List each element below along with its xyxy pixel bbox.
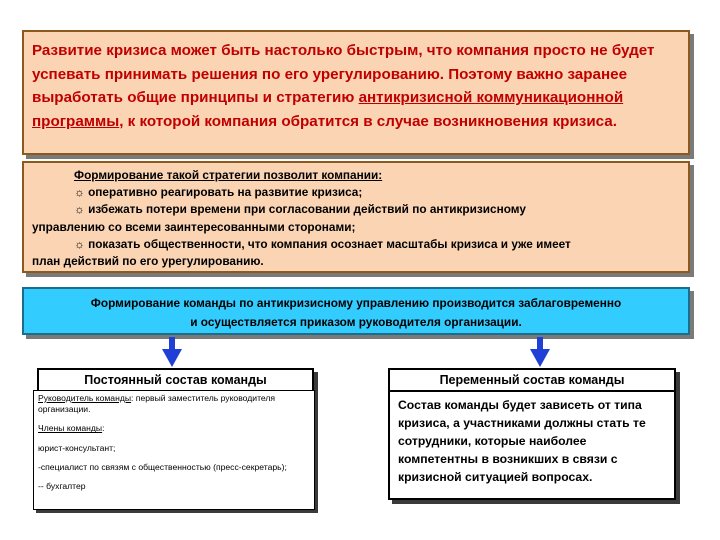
strategy-heading: Формирование такой стратегии позволит компании: [74, 168, 383, 182]
leader-text: : первый заместитель руководителя организации. [38, 393, 276, 415]
members-heading: Члены команды: [38, 423, 105, 434]
intro-box [22, 30, 690, 155]
leader-line [38, 393, 310, 415]
arrow-down-left-icon [162, 337, 182, 367]
permanent-team-body [33, 390, 315, 510]
strategy-box [22, 161, 690, 273]
intro-text-end: , к которой компания обратится в случае возникновения кризиса. [119, 112, 617, 130]
member-item: юрист-консультант; [38, 442, 116, 453]
temporary-team-header: Переменный состав команды [388, 368, 676, 392]
strategy-item-cont: управлению со всеми заинтересованными сторонами; [32, 219, 356, 234]
team-formation-box [22, 287, 690, 335]
arrow-down-right-icon [530, 337, 550, 367]
strategy-item: ☼ избежать потери времени при согласовании действий по антикризисному [74, 202, 526, 217]
team-line-1: Формирование команды по антикризисному управлению производится заблаговременно [90, 296, 622, 310]
strategy-item: ☼ показать общественности, что компания осознает масштабы кризиса и уже имеет [74, 236, 571, 251]
member-item: -специалист по связям с общественностью (пресс-секретарь); [38, 461, 287, 472]
sun-bullet-icon: ☼ [74, 185, 85, 200]
temporary-team-body: Состав команды будет зависеть от типа кризиса, а участниками должны стать те сотрудники, которые наиболее компетентны в возникших в связи с кризисной ситуацией вопросах. [388, 390, 676, 500]
sun-bullet-icon: ☼ [74, 236, 85, 251]
strategy-item: ☼ оперативно реагировать на развитие кризиса; [74, 185, 363, 200]
permanent-team-header: Постоянный состав команды [37, 368, 314, 392]
intro-underlined-term: антикризисной коммуникационной программы [32, 89, 624, 130]
sun-bullet-icon: ☼ [74, 202, 85, 217]
intro-text [32, 39, 680, 133]
member-item: -- бухгалтер [38, 481, 86, 492]
team-line-2: и осуществляется приказом руководителя организации. [190, 315, 522, 329]
leader-label: Руководитель команды [38, 393, 132, 403]
intro-text-start: Развитие кризиса может быть настолько быстрым, что компания просто не будет успевать принимать решения по его урегулированию. Поэтому важно заранее выработать общие принципы и стратегию [32, 42, 655, 106]
strategy-item-cont: план действий по его урегулированию. [32, 254, 264, 269]
